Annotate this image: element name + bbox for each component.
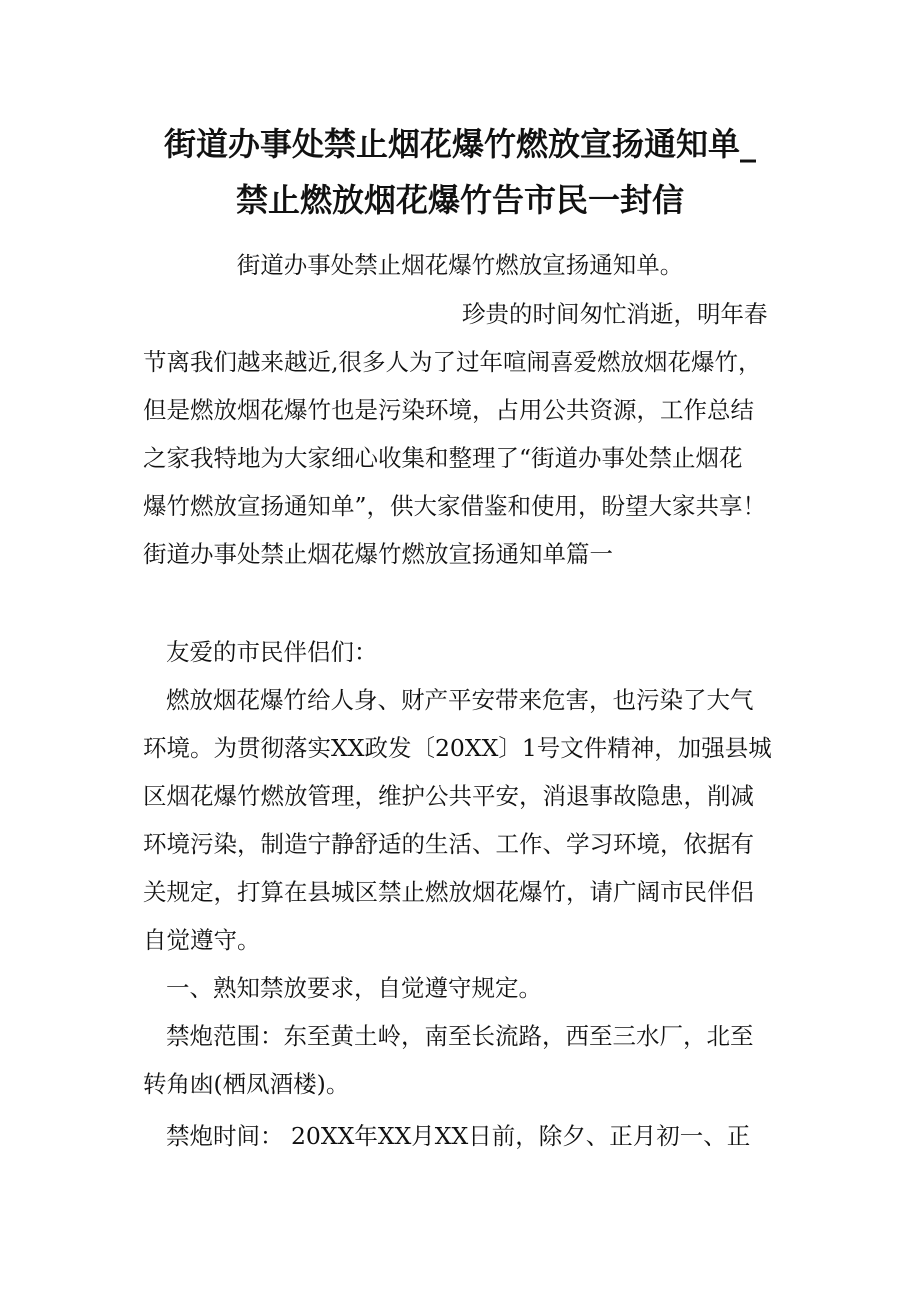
body-line: 禁炮范围：东至黄土岭，南至长流路，西至三水厂，北至 [166, 1022, 754, 1050]
body-line: 禁炮时间： 20XX年XX月XX日前，除夕、正月初一、正 [166, 1122, 751, 1150]
section-heading: 街道办事处禁止烟花爆竹燃放宣扬通知单篇一 [143, 540, 613, 568]
intro-line: 珍贵的时间匆忙消逝，明年春 [462, 300, 768, 328]
intro-line: 爆竹燃放宣扬通知单”，供大家借鉴和使用，盼望大家共享！ [143, 492, 767, 520]
salutation: 友爱的市民伴侣们： [166, 638, 378, 666]
intro-line: 之家我特地为大家细心收集和整理了“街道办事处禁止烟花 [143, 444, 743, 472]
body-line: 燃放烟花爆竹给人身、财产平安带来危害，也污染了大气 [166, 686, 754, 714]
intro-line: 但是燃放烟花爆竹也是污染环境，占用公共资源，工作总结 [143, 396, 754, 424]
body-heading: 一、熟知禁放要求，自觉遵守规定。 [166, 974, 542, 1002]
intro-line: 节离我们越来越近,很多人为了过年喧闹喜爱燃放烟花爆竹， [143, 348, 762, 376]
body-line: 环境。为贯彻落实XX政发〔20XX〕1号文件精神，加强县城 [143, 734, 772, 762]
document-title-line-1: 街道办事处禁止烟花爆竹燃放宣扬通知单_ [163, 125, 756, 163]
body-line: 关规定，打算在县城区禁止燃放烟花爆竹，请广阔市民伴侣 [143, 878, 754, 906]
subtitle: 街道办事处禁止烟花爆竹燃放宣扬通知单。 [236, 251, 684, 279]
body-line: 区烟花爆竹燃放管理，维护公共平安，消退事故隐患，削减 [143, 782, 754, 810]
body-line: 自觉遵守。 [143, 926, 261, 954]
body-line: 环境污染，制造宁静舒适的生活、工作、学习环境，依据有 [143, 830, 754, 858]
body-line: 转角凼(栖凤酒楼)。 [143, 1070, 350, 1098]
document-title-line-2: 禁止燃放烟花爆竹告市民一封信 [235, 181, 684, 219]
